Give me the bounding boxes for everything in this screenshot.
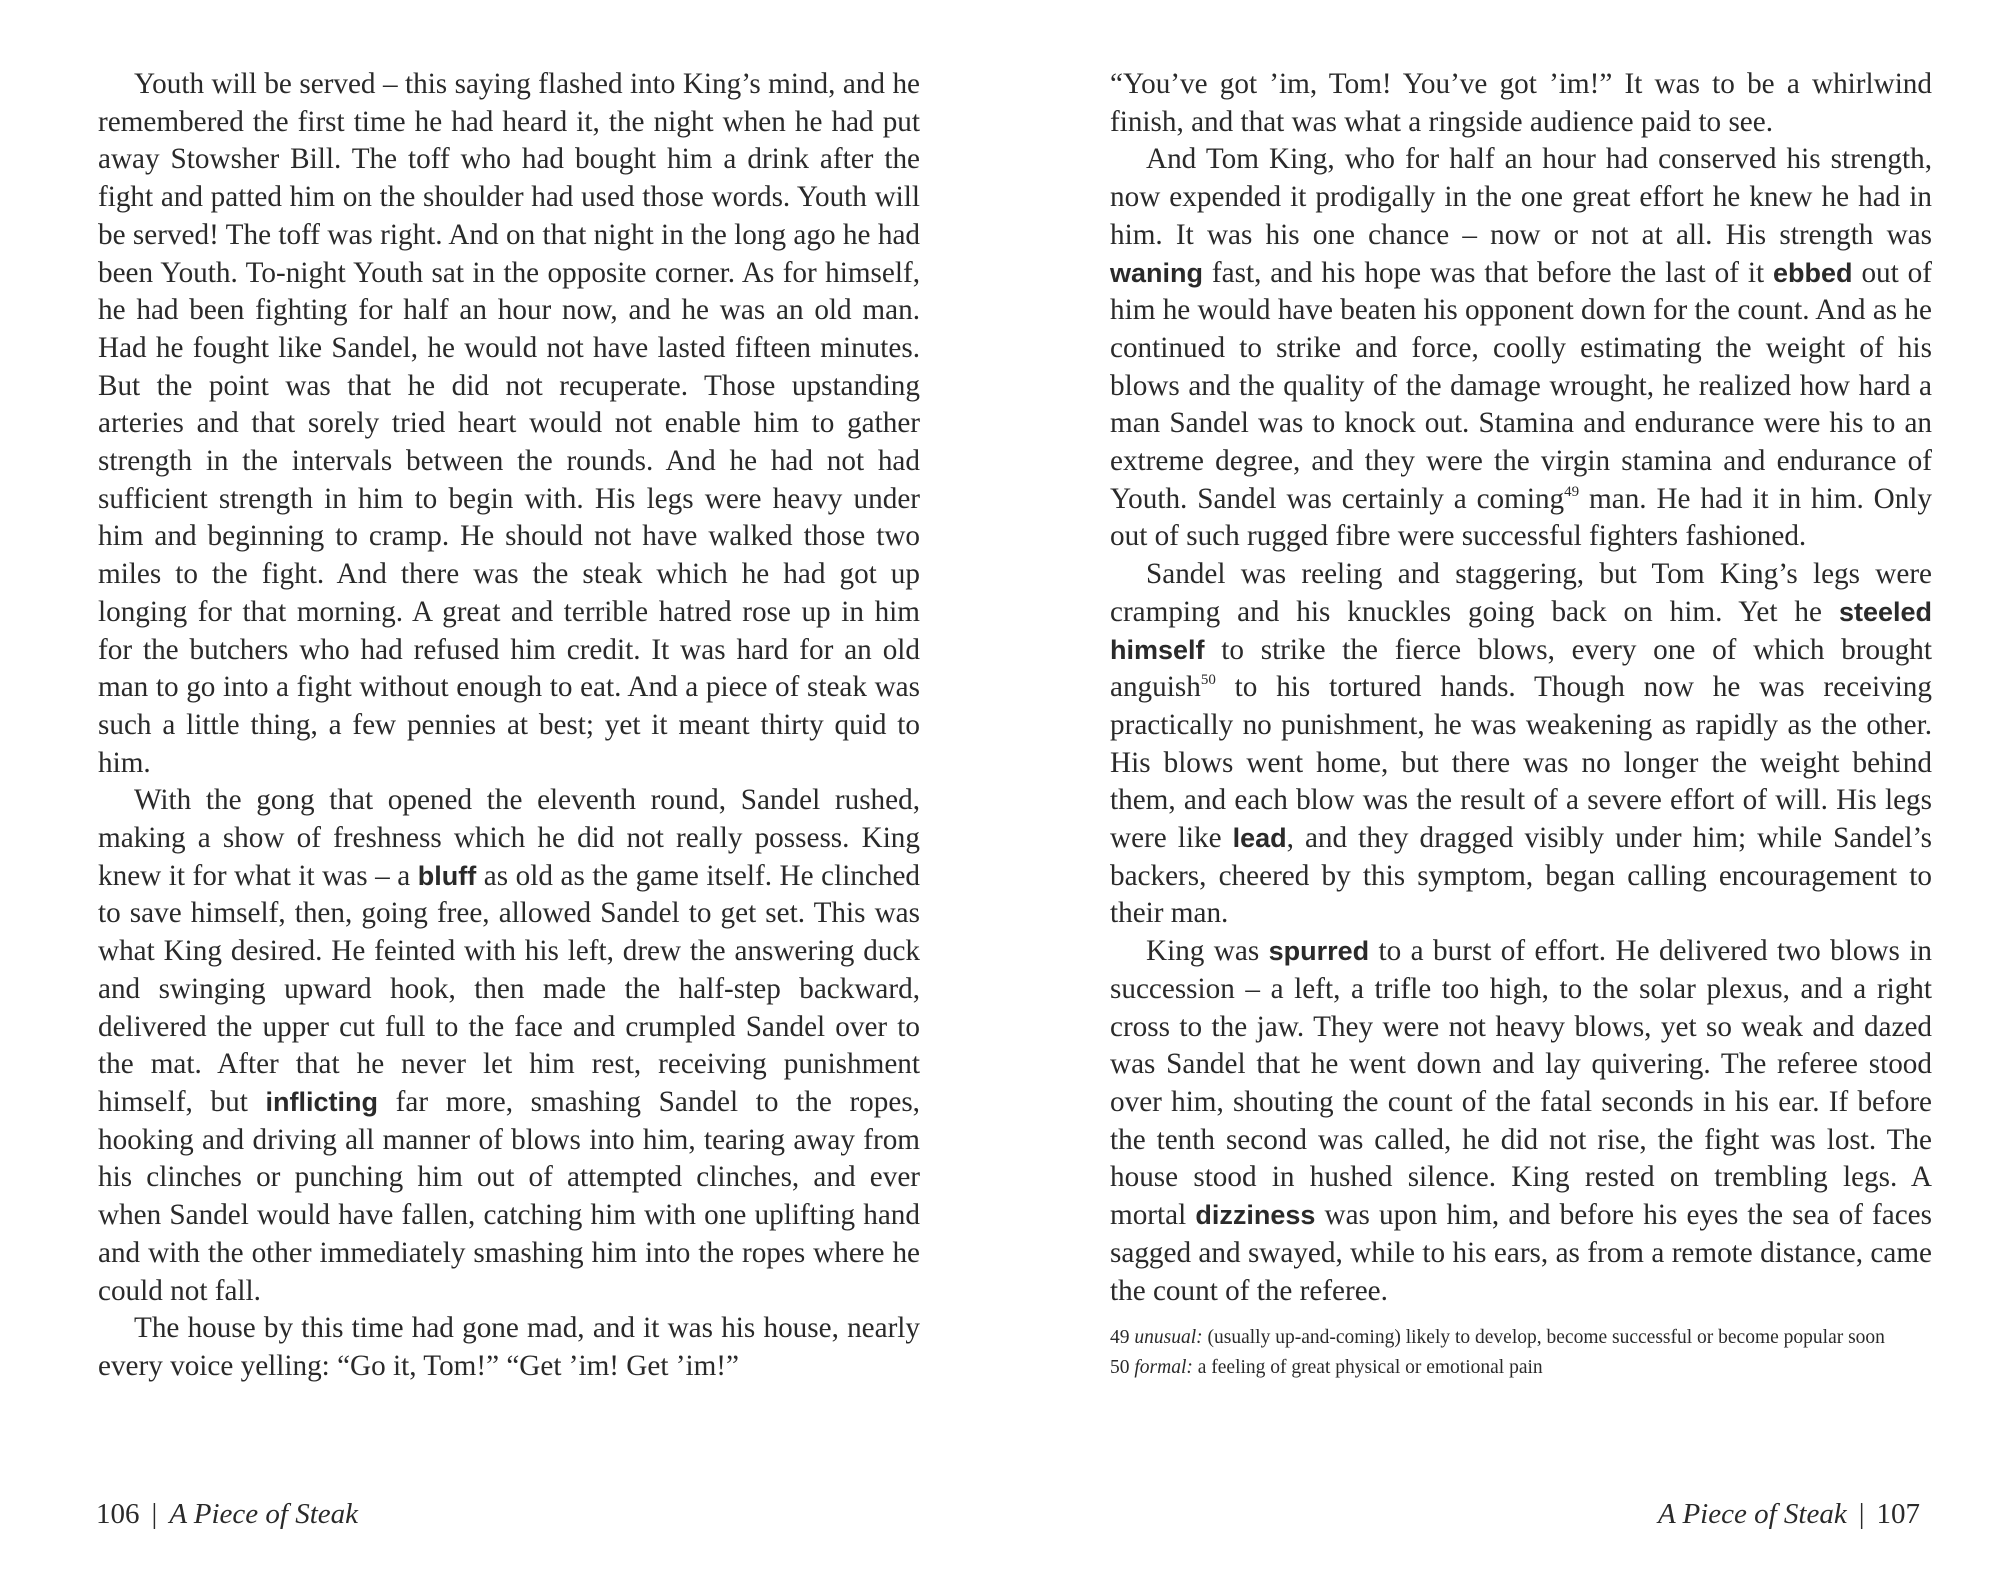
paragraph xyxy=(98,782,920,1310)
footnote-ref: 49 xyxy=(1564,483,1580,500)
footnote-register: unusual: xyxy=(1134,1327,1203,1349)
folio-separator: | xyxy=(151,1498,158,1530)
paragraph xyxy=(98,66,920,782)
glossed-word: steeled himself xyxy=(1110,596,1932,665)
running-title: A Piece of Steak xyxy=(169,1498,358,1530)
running-title: A Piece of Steak xyxy=(1658,1498,1847,1530)
text-run: far more, smashing Sandel to the ropes, hooking and driving all manner of blows into him, tearing away from his clinches or punching him out of attempted clinches, and ever when Sandel would have fallen, catching him with one uplifting hand and with the other immediately smashing him into the ropes where he could not fall. xyxy=(98,1085,920,1307)
glossed-word: inflicting xyxy=(265,1086,378,1117)
text-run: And Tom King, who for half an hour had conserved his strength, now expended it prodigally in the one great effort he knew he had in him. It was his one chance – now or not at all. His strength was xyxy=(1110,143,1932,251)
footnote-number: 49 xyxy=(1110,1327,1130,1349)
text-run: Sandel was reeling and staggering, but Tom King’s legs were cramping and his knuckles going back on him. Yet he xyxy=(1110,558,1932,628)
glossed-word: waning xyxy=(1110,257,1203,288)
paragraph xyxy=(1110,141,1932,556)
text-run: was upon him, and before his eyes the sea of faces sagged and swayed, while to his ears, as from a remote distance, came the count of the referee. xyxy=(1110,1199,1932,1307)
text-run: With the gong that opened the eleventh round, Sandel rushed, making a show of freshness which he did not really possess. King knew it for what it was – a xyxy=(98,784,920,892)
text-run: fast, and his hope was that before the last of it xyxy=(1203,256,1773,289)
footnote-50 xyxy=(1110,1354,1932,1382)
footnote-49 xyxy=(1110,1324,1932,1352)
text-run: “You’ve got ’im, Tom! You’ve got ’im!” It was to be a whirlwind finish, and that was what a ringside audience paid to see. xyxy=(1110,68,1932,138)
glossed-word: spurred xyxy=(1268,936,1370,967)
paragraph xyxy=(98,1310,920,1385)
footnote-ref: 50 xyxy=(1200,672,1216,689)
right-page xyxy=(1110,66,1932,1384)
text-run: to his tortured hands. Though now he was receiving practically no punishment, he was weakening as rapidly as the other. His blows went home, but there was no longer the weight behind them, and each blow was the result of a severe effort of will. His legs were like xyxy=(1110,671,1932,855)
glossed-word: bluff xyxy=(417,860,477,891)
left-page xyxy=(98,66,920,1386)
paragraph xyxy=(1110,556,1932,933)
text-run: as old as the game itself. He clinched to save himself, then, going free, allowed Sandel to get set. This was what King desired. He feinted with his left, drew the answering duck and swinging upward hook, then made the half-step backward, delivered the upper cut full to the face and crumpled Sandel over to the mat. After that he never let him rest, receiving punishment himself, but xyxy=(98,859,920,1118)
right-folio xyxy=(1658,1496,1920,1532)
text-run: to a burst of effort. He delivered two blows in succession – a left, a trifle too high, to the solar plexus, and a right cross to the jaw. They were not heavy blows, yet so weak and dazed was Sandel that he went down and lay quivering. The referee stood over him, shouting the count of the fatal seconds in his ear. If before the tenth second was called, he did not rise, the fight was lost. The house stood in hushed silence. King rested on trembling legs. A mortal xyxy=(1110,935,1932,1232)
text-run: out of him he would have beaten his opponent down for the count. And as he continued to strike and force, coolly estimating the weight of his blows and the quality of the damage wrought, he realized how hard a man Sandel was to knock out. Stamina and endurance were his to an extreme degree, and they were the virgin stamina and endurance of Youth. Sandel was certainly a coming xyxy=(1110,256,1932,515)
paragraph xyxy=(1110,933,1932,1310)
page-number: 106 xyxy=(96,1498,140,1530)
page-number: 107 xyxy=(1876,1498,1920,1530)
text-run: to strike the fierce blows, every one of which brought anguish xyxy=(1110,633,1932,704)
footnote-register: formal: xyxy=(1134,1357,1193,1379)
text-run: King was xyxy=(1146,935,1269,968)
footnote-text: (usually up-and-coming) likely to develop, become successful or become popular soon xyxy=(1207,1327,1885,1349)
paragraph xyxy=(1110,66,1932,141)
right-page-body xyxy=(1110,66,1932,1310)
glossed-word: lead xyxy=(1232,823,1287,854)
text-run: man. He had it in him. Only out of such rugged fibre were successful fighters fashioned. xyxy=(1110,482,1932,553)
glossed-word: ebbed xyxy=(1773,257,1853,288)
footnotes xyxy=(1110,1324,1932,1382)
footnote-text: a feeling of great physical or emotional pain xyxy=(1197,1357,1543,1379)
text-run: , and they dragged visibly under him; while Sandel’s backers, cheered by this symptom, began calling encouragement to their man. xyxy=(1110,822,1932,930)
left-folio xyxy=(96,1496,358,1532)
glossed-word: dizziness xyxy=(1195,1200,1316,1231)
folio-separator: | xyxy=(1858,1498,1865,1530)
footnote-number: 50 xyxy=(1110,1357,1130,1379)
text-run: The house by this time had gone mad, and it was his house, nearly every voice yelling: “Go it, Tom!” “Get ’im! Get ’im!” xyxy=(98,1312,920,1382)
text-run: Youth will be served – this saying flashed into King’s mind, and he remembered the first time he had heard it, the night when he had put away Stowsher Bill. The toff who had bought him a drink after the fight and patted him on the shoulder had used those words. Youth will be served! The toff was right. And on that night in the long ago he had been Youth. To-night Youth sat in the opposite corner. As for himself, he had been fighting for half an hour now, and he was an old man. Had he fought like Sandel, he would not have lasted fifteen minutes. But the point was that he did not recuperate. Those upstanding arteries and that sorely tried heart would not enable him to gather strength in the intervals between the rounds. And he had not had sufficient strength in him to begin with. His legs were heavy under him and beginning to cramp. He should not have walked those two miles to the fight. And there was the steak which he had got up longing for that morning. A great and terrible hatred rose up in him for the butchers who had refused him credit. It was hard for an old man to go into a fight without enough to eat. And a piece of steak was such a little thing, a few pennies at best; yet it meant thirty quid to him. xyxy=(98,68,920,779)
left-page-body xyxy=(98,66,920,1386)
